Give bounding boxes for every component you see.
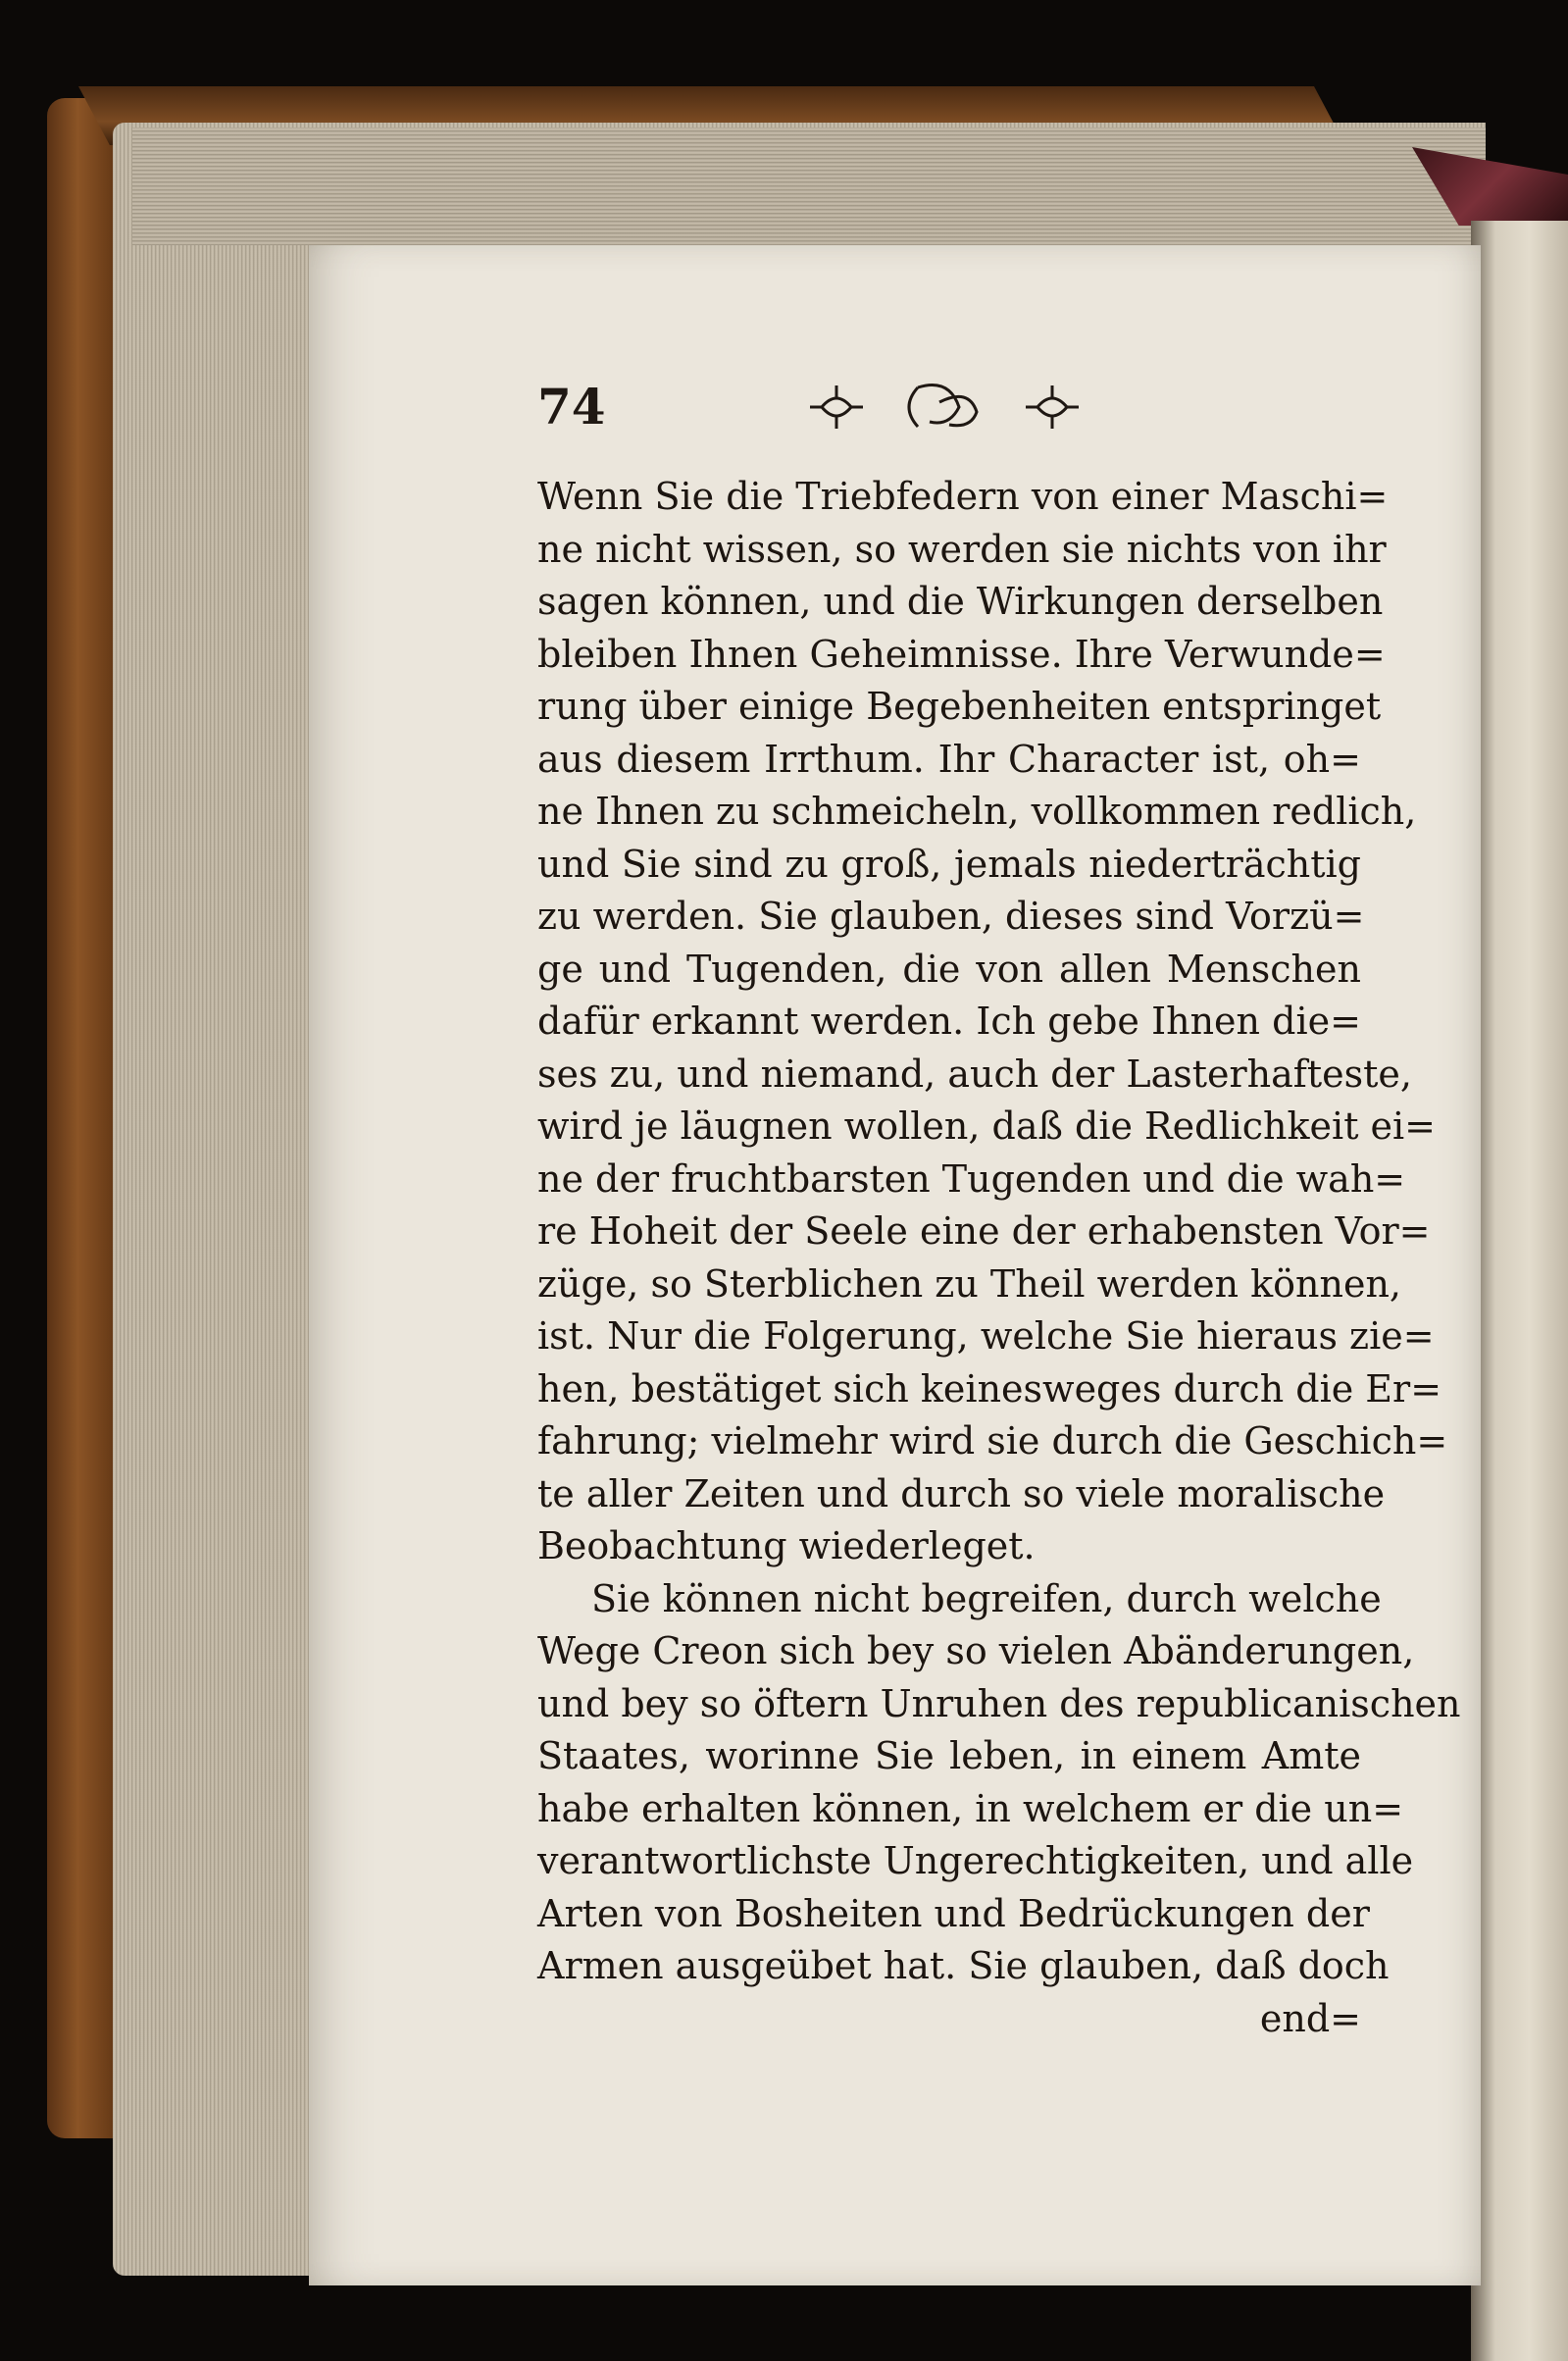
text-line: Wenn Sie die Triebfedern von einer Maschi= — [537, 475, 1389, 518]
text-line: Armen ausgeübet hat. Sie glauben, daß doch — [537, 1944, 1390, 1987]
page-number: 74 — [537, 378, 606, 436]
text-line-paragraph-start: Sie können nicht begreifen, durch welche — [591, 1576, 1382, 1620]
text-line: verantwortlichste Ungerechtigkeiten, und alle — [537, 1839, 1414, 1882]
text-line: ge und Tugenden, die von allen Menschen — [537, 947, 1361, 991]
text-line: habe erhalten können, in welchem er die un= — [537, 1786, 1404, 1830]
text-line: rung über einige Begebenheiten entspringet — [537, 685, 1382, 728]
page-stack-top — [132, 128, 1486, 245]
text-line: sagen können, und die Wirkungen derselben — [537, 580, 1384, 623]
text-line: züge, so Sterblichen zu Theil werden können, — [537, 1261, 1402, 1306]
text-line: und bey so öftern Unruhen des republicanischen — [537, 1681, 1461, 1725]
text-line: zu werden. Sie glauben, dieses sind Vorzü= — [537, 895, 1365, 938]
page-header — [537, 368, 1087, 446]
text-line: wird je läugnen wollen, daß die Redlichkeit ei= — [537, 1104, 1437, 1148]
text-line: te aller Zeiten und durch so viele moralische — [537, 1471, 1386, 1515]
text-line: aus diesem Irrthum. Ihr Character ist, oh= — [537, 737, 1361, 781]
page-body — [537, 471, 1461, 2045]
book-gutter — [1471, 221, 1568, 2361]
text-line: ne Ihnen zu schmeicheln, vollkommen redlich, — [537, 790, 1417, 833]
text-line: fahrung; vielmehr wird sie durch die Geschich= — [537, 1419, 1448, 1463]
text-line-paragraph-end: Beobachtung wiederleget. — [537, 1524, 1036, 1567]
text-line: und Sie sind zu groß, jemals niederträchtig — [537, 842, 1361, 886]
fleuron-ornament-icon — [802, 368, 1096, 446]
text-line: dafür erkannt werden. Ich gebe Ihnen die= — [537, 1000, 1361, 1043]
text-line: Staates, worinne Sie leben, in einem Amte — [537, 1734, 1361, 1777]
catchword: end= — [1259, 1996, 1361, 2040]
text-line: ne der fruchtbarsten Tugenden und die wah= — [537, 1156, 1406, 1201]
text-line: ist. Nur die Folgerung, welche Sie hieraus zie= — [537, 1314, 1435, 1358]
text-line: ne nicht wissen, so werden sie nichts von ihr — [537, 527, 1387, 571]
text-line: hen, bestätiget sich keinesweges durch die Er= — [537, 1366, 1442, 1411]
text-line: re Hoheit der Seele eine der erhabensten Vor= — [537, 1209, 1431, 1253]
text-line: Wege Creon sich bey so vielen Abänderungen, — [537, 1629, 1415, 1672]
text-line: ses zu, und niemand, auch der Lasterhafteste, — [537, 1052, 1412, 1096]
text-line: bleiben Ihnen Geheimnisse. Ihre Verwunde= — [537, 632, 1386, 676]
text-line: Arten von Bosheiten und Bedrückungen der — [537, 1891, 1370, 1935]
